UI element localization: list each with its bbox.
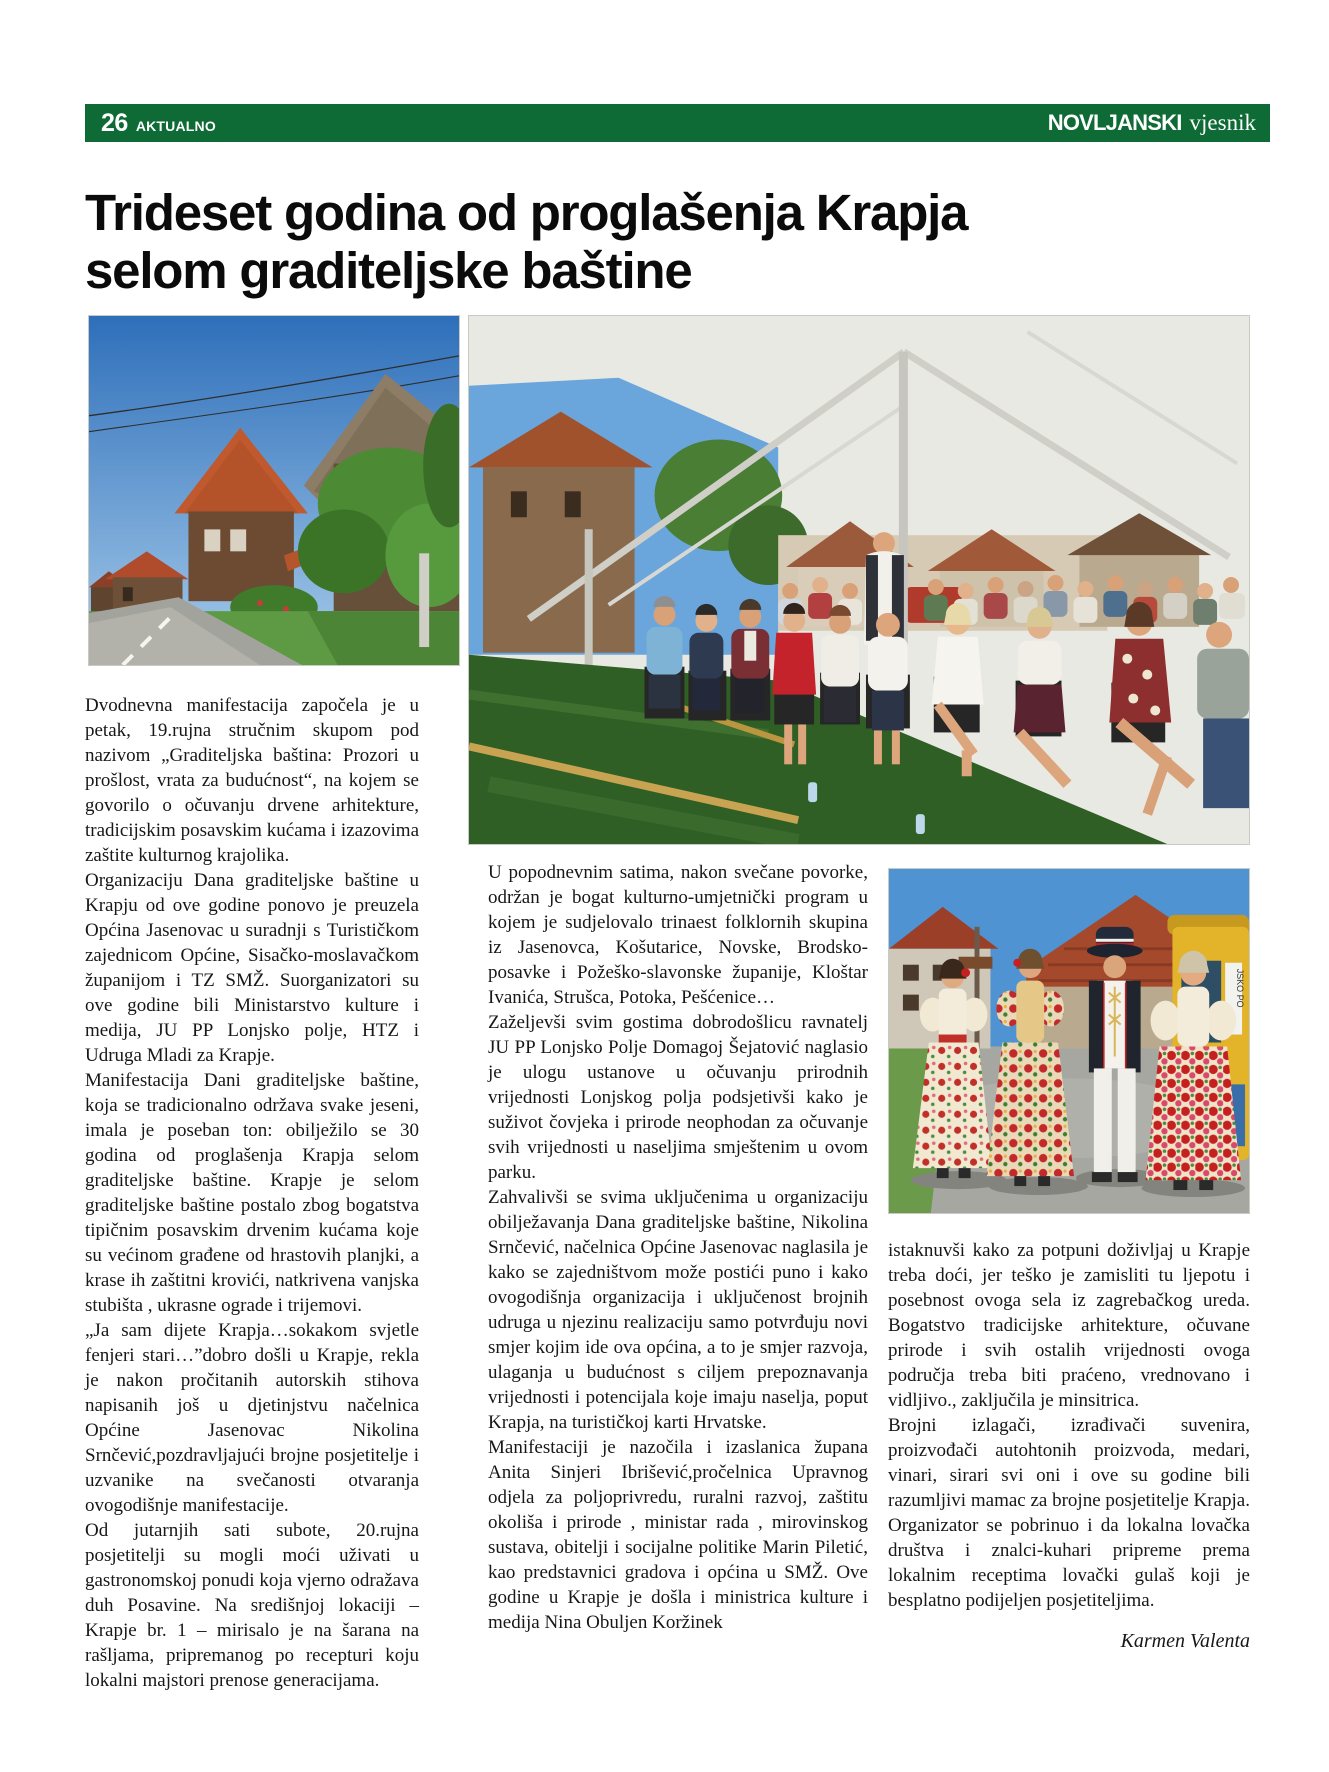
- paragraph: „Ja sam dijete Krapja…sokakom svjetle fenjeri stari…”dobro došli u Krapje, rekla je nakon pročitanih autorskih stihova napisanih još u djetinjstvu načelnica Općine Jasenovac Nikolina Srnčević,pozdravljajući brojne posjetitelje i uzvanike na svečanosti otvaranja ovogodišnje manifestacije.: [85, 1320, 419, 1516]
- folklore-costumes-photo: [888, 868, 1250, 1214]
- paragraph: Od jutarnjih sati subote, 20.rujna posjetitelji su mogli moći uživati u gastronomskoj ponudi koja vjerno odražava duh Posavine. Na središnjoj lokaciji – Krapje br. 1 – mirisalo je na šarana na rašljama, pripremanog po recepturi koju lokalni majstori prenose generacijama.: [85, 1520, 419, 1691]
- paragraph: Manifestacija Dani graditeljske baštine, koja se tradicionalno održava svake jeseni, imala je poseban ton: obilježilo se 30 godina od proglašenja Krapja selom graditeljske baštine. Krapje je selom graditeljske baštine postalo zbog bogatstva tipičnim posavskim drvenim kućama koje su većinom građene od hrastovih planjki, a krase ih zaštitni krovići, natkrivena vanjska stubišta , ukrasne ograde i trijemovi.: [85, 1070, 419, 1316]
- street-houses-photo: [88, 315, 460, 666]
- paragraph: U popodnevnim satima, nakon svečane povorke, održan je bogat kulturno-umjetnički program u kojem je sudjelovalo trinaest folklornih skupina iz Jasenovca, Košutarice, Novske, Brodsko-posavke i Požeško-slavonske županije, Kloštar Ivanića, Strušca, Potoka, Pešćenice…: [488, 862, 868, 1008]
- article-column-1: [85, 693, 419, 1693]
- paragraph: Zaželjevši svim gostima dobrodošlicu ravnatelj JU PP Lonjsko Polje Domagoj Šejatović naglasio je ulogu ustanove u očuvanju prirodnih vrijednosti Lonjskog polja podsjetivši kako je suživot čovjeka i prirode neophodan za očuvanje svih vrijednosti u naseljima smještenim u ovom parku.: [488, 1012, 868, 1183]
- masthead: [1048, 110, 1256, 136]
- article-title-line2: selom graditeljske baštine: [85, 242, 692, 300]
- article-column-3-text: [888, 1238, 1250, 1613]
- street-houses-illustration: [89, 316, 459, 665]
- article-title-line1: Trideset godina od proglašenja Krapja: [85, 184, 968, 242]
- section-label: AKTUALNO: [135, 117, 216, 134]
- paragraph: Brojni izlagači, izrađivači suvenira, proizvođači autohtonih proizvoda, medari, vinari, sirari svi oni i ove su godine bili razumljivi mamac za brojne posjetitelje Krapja. Organizator se pobrinuo i da lokalna lovačka društva i znalci-kuhari pripreme prema lokalnim receptima lovački gulaš koji je besplatno podijeljen posjetiteljima.: [888, 1415, 1250, 1611]
- paragraph: Manifestaciji je nazočila i izaslanica župana Anita Sinjeri Ibrišević,pročelnica Upravnog odjela za poljoprivredu, ruralni razvoj, zaštitu okoliša i prirode , ministar rada , mirovinskog sustava, obitelji i socijalne politike Marin Piletić, kao predstavnici gradova i općina u SMŽ. Ove godine u Krapje je došla i ministrica kulture i medija Nina Obuljen Koržinek: [488, 1437, 868, 1633]
- paragraph: Zahvalivši se svima uključenima u organizaciju obilježavanja Dana graditeljske baštine, Nikolina Srnčević, načelnica Općine Jasenovac naglasila je kako se zajedništvom može postići puno i kako ovogodišnja organizacija i uključenost brojnih udruga u njezinu realizaciju samo potvrđuju novi smjer kojim ide ova općina, a to je smjer razvoja, ulaganja u budućnost s ciljem prepoznavanja vrijednosti i potencijala koje imaju naselja, poput Krapja, na turističkoj karti Hrvatske.: [488, 1187, 868, 1433]
- paragraph: Dvodnevna manifestacija započela je u petak, 19.rujna stručnim skupom pod nazivom „Graditeljska baština: Prozori u prošlost, vrata za budućnost“, na kojem se govorilo o očuvanju drvene arhitekture, tradicijskim posavskim kućama i izazovima zaštite kulturnog krajolika.: [85, 695, 419, 866]
- header-left: [101, 109, 216, 138]
- tent-audience-photo: [468, 315, 1250, 845]
- tent-audience-illustration: [469, 316, 1249, 844]
- page-number: 26: [101, 108, 128, 137]
- header-bar: [85, 104, 1270, 142]
- folklore-costumes-illustration: [889, 869, 1249, 1213]
- article-column-2: [488, 860, 868, 1635]
- author-byline: Karmen Valenta: [1120, 1630, 1250, 1652]
- masthead-secondary: vjesnik: [1189, 110, 1256, 135]
- article-column-3: [888, 1238, 1250, 1654]
- paragraph: Organizaciju Dana graditeljske baštine u Krapju od ove godine ponovo je preuzela Općina Jasenovac u suradnji s Turističkom zajednicom Općine, Sisačko-moslavačkom županijom i TZ SMŽ. Suorganizatori su ove godine bili Ministarstvo kulture i medija, JU PP Lonjsko polje, HTZ i Udruga Mladi za Krapje.: [85, 870, 419, 1066]
- paragraph: istaknuvši kako za potpuni doživljaj u Krapje treba doći, jer teško je zamisliti tu ljepotu i posebnost ovoga sela iz zagrebačkog ureda. Bogatstvo tradicijske arhitekture, očuvane prirode i svih ostalih vrijednosti ovoga područja treba biti praćeno, vrednovano i vidljivo., zaključila je minsitrica.: [888, 1240, 1250, 1411]
- article-title: [85, 184, 1205, 300]
- svg-text:JSKO PO: JSKO PO: [1235, 968, 1246, 1008]
- masthead-primary: NOVLJANSKI: [1047, 110, 1182, 135]
